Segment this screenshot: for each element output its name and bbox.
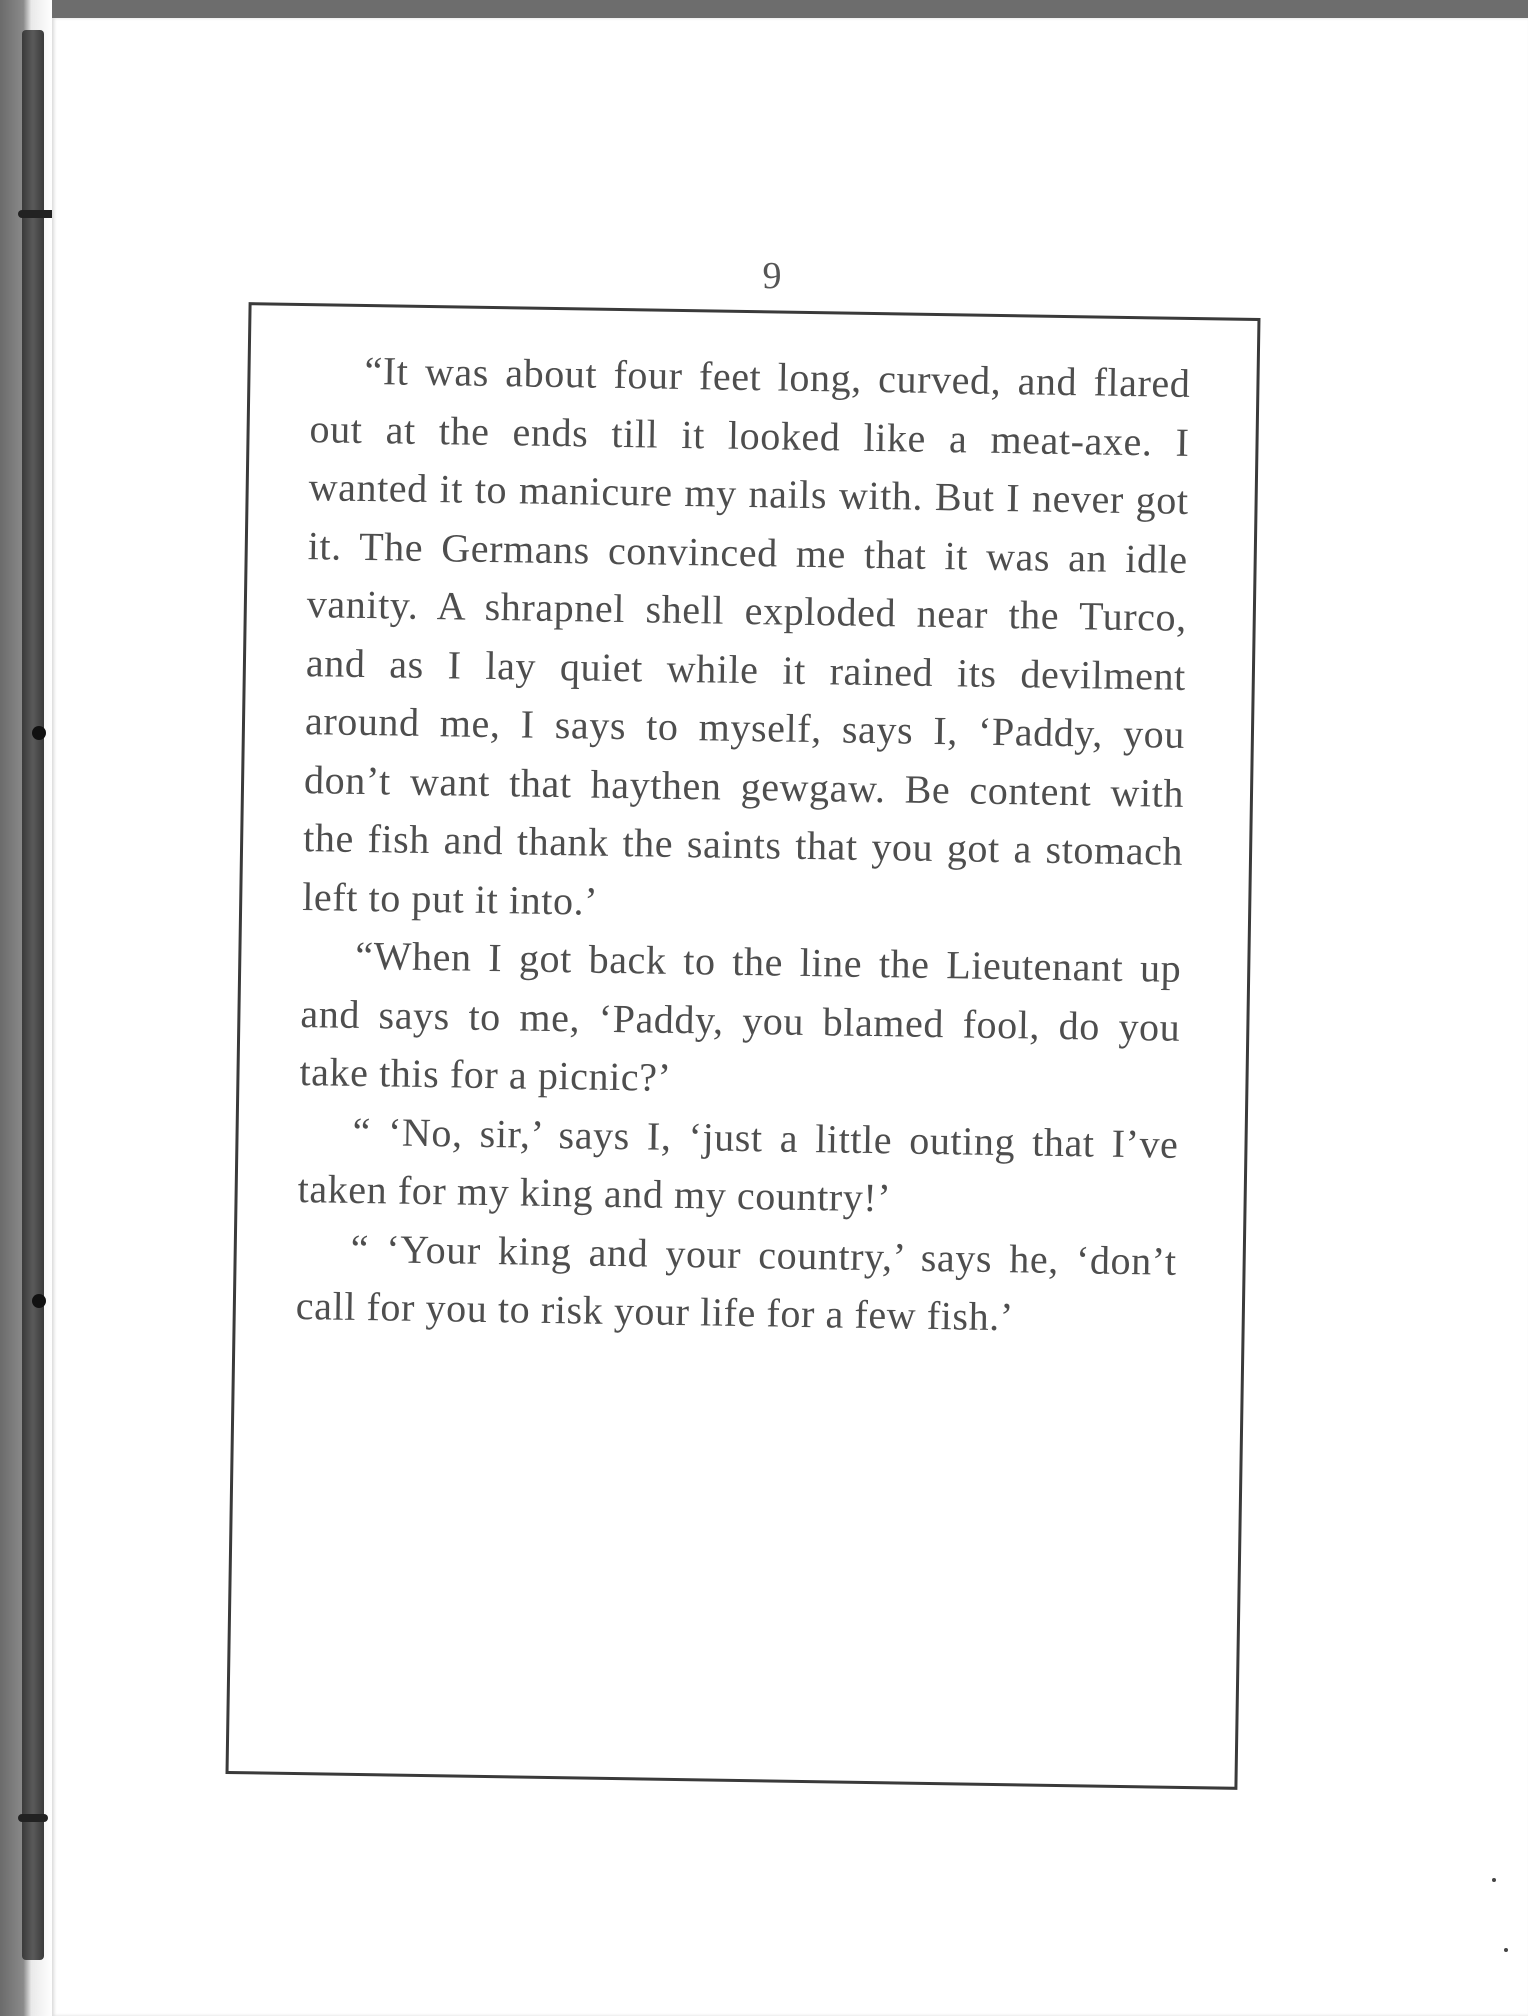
binding-hole-lower — [32, 1294, 46, 1308]
text-frame — [226, 302, 1261, 1790]
book-binding — [0, 0, 52, 2016]
binding-clip-bottom — [18, 1814, 48, 1822]
binding-strip — [22, 30, 44, 1960]
paragraph-4: “ ‘Your king and your country,’ says he, ‘don’t call for you to risk your life for a few fish.’ — [295, 1225, 1178, 1340]
binding-hole-upper — [32, 726, 46, 740]
body-text — [295, 341, 1191, 1349]
paragraph-1: “It was about four feet long, curved, and flared out at the ends till it looked like a meat-axe. I wanted it to manicure my nails with. But I never got it. The Germans convinced me that it was an idle vanity. A shrapnel shell exploded near the Turco, and as I lay quiet while it rained its devilment around me, I says to myself, says I, ‘Paddy, you don’t want that haythen gewgaw. Be content with the fish and thank the saints that you got a stomach left to put it into.’ — [301, 347, 1191, 924]
paragraph-3: “ ‘No, sir,’ says I, ‘just a little outing that I’ve taken for my king and my country!’ — [297, 1108, 1179, 1221]
dust-speck — [1492, 1878, 1496, 1882]
dust-speck — [1504, 1948, 1508, 1952]
page-number: 9 — [762, 255, 782, 297]
paragraph-2: “When I got back to the line the Lieutenant up and says to me, ‘Paddy, you blamed fool, do you take this for a picnic?’ — [299, 932, 1182, 1100]
book-page — [52, 18, 1528, 2016]
